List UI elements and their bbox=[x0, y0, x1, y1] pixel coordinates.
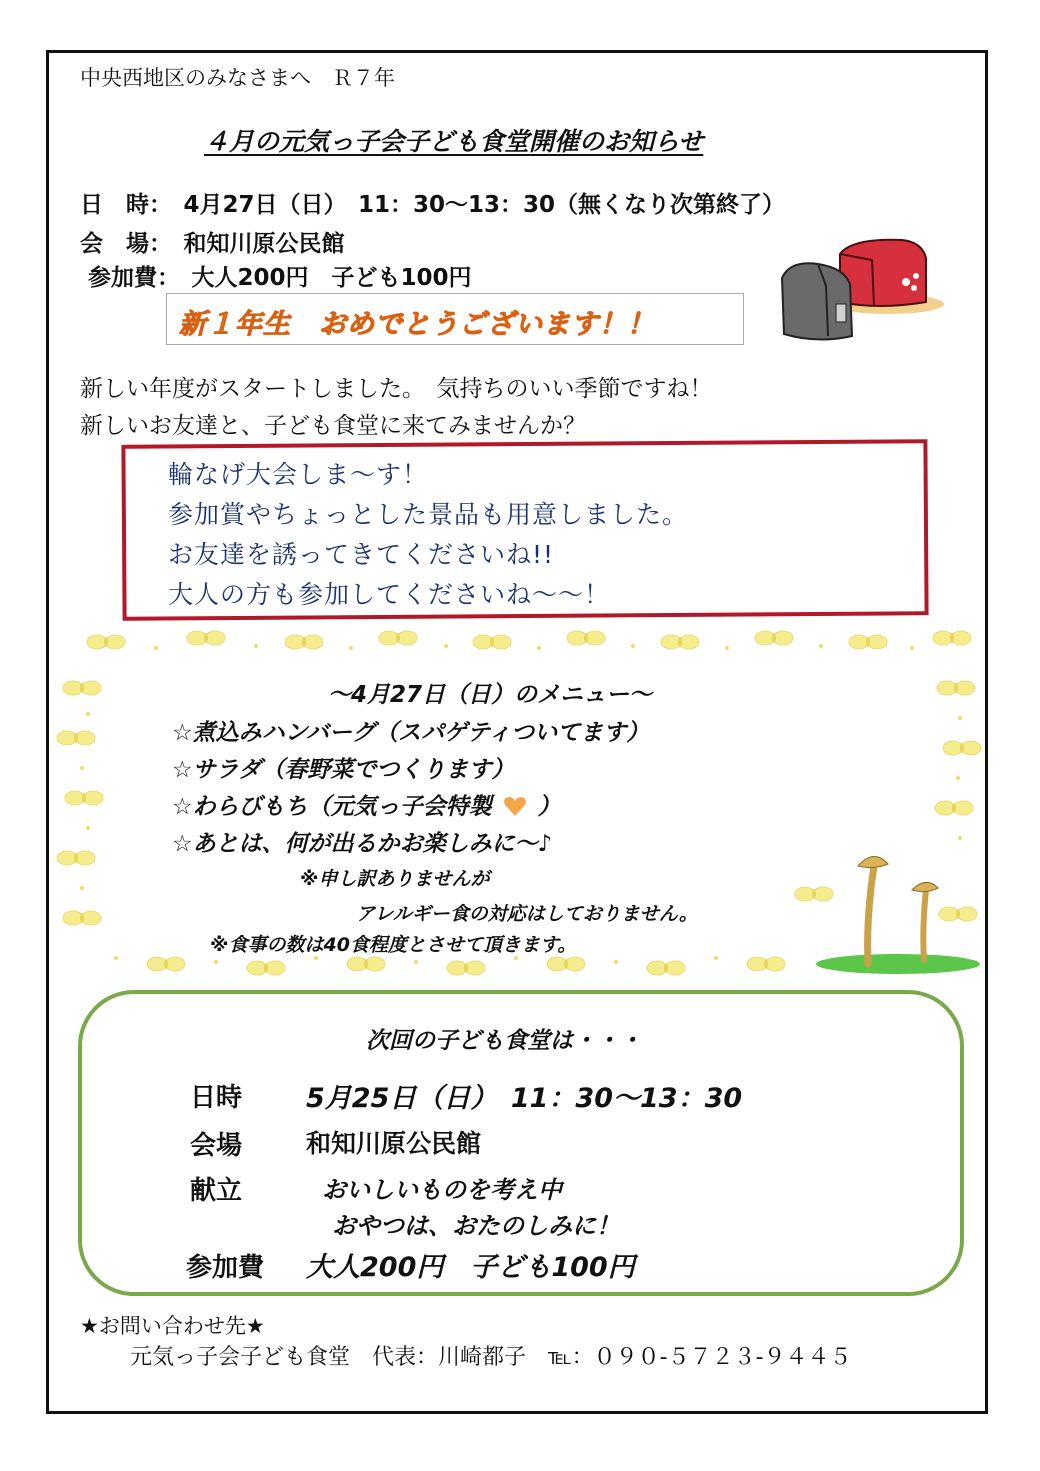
menu-title: ～4月27日（日）のメニュー～ bbox=[328, 682, 653, 708]
menu-item-3 bbox=[172, 788, 561, 821]
butterfly-left-column bbox=[57, 681, 103, 925]
notice-line-4: 大人の方も参加してくださいね～～！ bbox=[168, 580, 611, 609]
intro-line-2: 新しいお友達と、子ども食堂に来てみませんか？ bbox=[80, 413, 586, 439]
butterfly-right-column bbox=[935, 681, 981, 815]
intro-line-1: 新しい年度がスタートしました。 気持ちのいい季節ですね！ bbox=[80, 376, 713, 402]
next-date-label: 日時 bbox=[190, 1083, 243, 1113]
next-date-value: 5月25日（日） 11：30～13：30 bbox=[306, 1083, 743, 1114]
notice-line-1: 輪なげ大会しま～す！ bbox=[168, 460, 429, 489]
fee-line: 参加費： 大人200円 子ども100円 bbox=[88, 265, 472, 291]
next-menu-value-2: おやつは、おたのしみに！ bbox=[332, 1212, 620, 1240]
menu-item-2: ☆サラダ（春野菜でつくります） bbox=[172, 757, 515, 783]
next-menu-label: 献立 bbox=[190, 1176, 243, 1206]
notice-line-2: 参加賞やちょっとした景品も用意しました。 bbox=[168, 500, 689, 529]
notice-line-3: お友達を誘ってきてくださいね!! bbox=[168, 540, 555, 569]
butterfly-top-row bbox=[87, 631, 971, 649]
contact-line: 元気っ子会子ども食堂 代表：川崎都子 ℡：０９０-５７２３-９４４５ bbox=[130, 1345, 852, 1370]
next-fee-value: 大人200円 子ども100円 bbox=[306, 1252, 635, 1283]
menu-item-4: ☆あとは、何が出るかお楽しみに～♪ bbox=[172, 831, 553, 857]
menu-item-3-text: ☆わらびもち（元気っ子会特製 bbox=[172, 794, 492, 820]
venue-line: 会 場： 和知川原公民館 bbox=[80, 231, 345, 257]
allergy-note-1: ※申し訳ありませんが bbox=[300, 868, 490, 890]
school-backpacks-illustration bbox=[778, 232, 948, 352]
banner-text: 新１年生 おめでとうございます！！ bbox=[179, 309, 655, 340]
page-title: ４月の元気っ子会子ども食堂開催のお知らせ bbox=[204, 127, 704, 156]
congratulations-banner bbox=[166, 293, 744, 345]
greeting-line: 中央西地区のみなさまへ Ｒ７年 bbox=[80, 66, 395, 90]
gray-backpack-icon bbox=[782, 263, 852, 339]
next-fee-label: 参加費 bbox=[186, 1253, 265, 1283]
butterfly-bottom-row bbox=[147, 957, 785, 975]
allergy-note-2: アレルギー食の対応はしておりません。 bbox=[356, 903, 698, 925]
heart-icon bbox=[503, 795, 527, 817]
menu-item-1: ☆煮込みハンバーグ（スパゲティついてます） bbox=[172, 720, 650, 746]
next-event-title: 次回の子ども食堂は・・・ bbox=[366, 1028, 642, 1054]
datetime-line: 日 時： 4月27日（日） 11：30～13：30（無くなり次第終了） bbox=[80, 192, 786, 218]
red-backpack-icon bbox=[840, 240, 926, 306]
contact-heading: ★お問い合わせ先★ bbox=[80, 1314, 265, 1338]
mushroom-sprouts-illustration bbox=[795, 856, 980, 974]
next-venue-value: 和知川原公民館 bbox=[306, 1129, 482, 1158]
menu-item-3-close: ） bbox=[537, 794, 561, 820]
next-menu-value-1: おいしいものを考え中 bbox=[322, 1176, 562, 1204]
grass-patch bbox=[816, 954, 980, 974]
next-venue-label: 会場 bbox=[190, 1131, 243, 1161]
meal-limit-note: ※食事の数は40食程度とさせて頂きます。 bbox=[210, 934, 577, 956]
